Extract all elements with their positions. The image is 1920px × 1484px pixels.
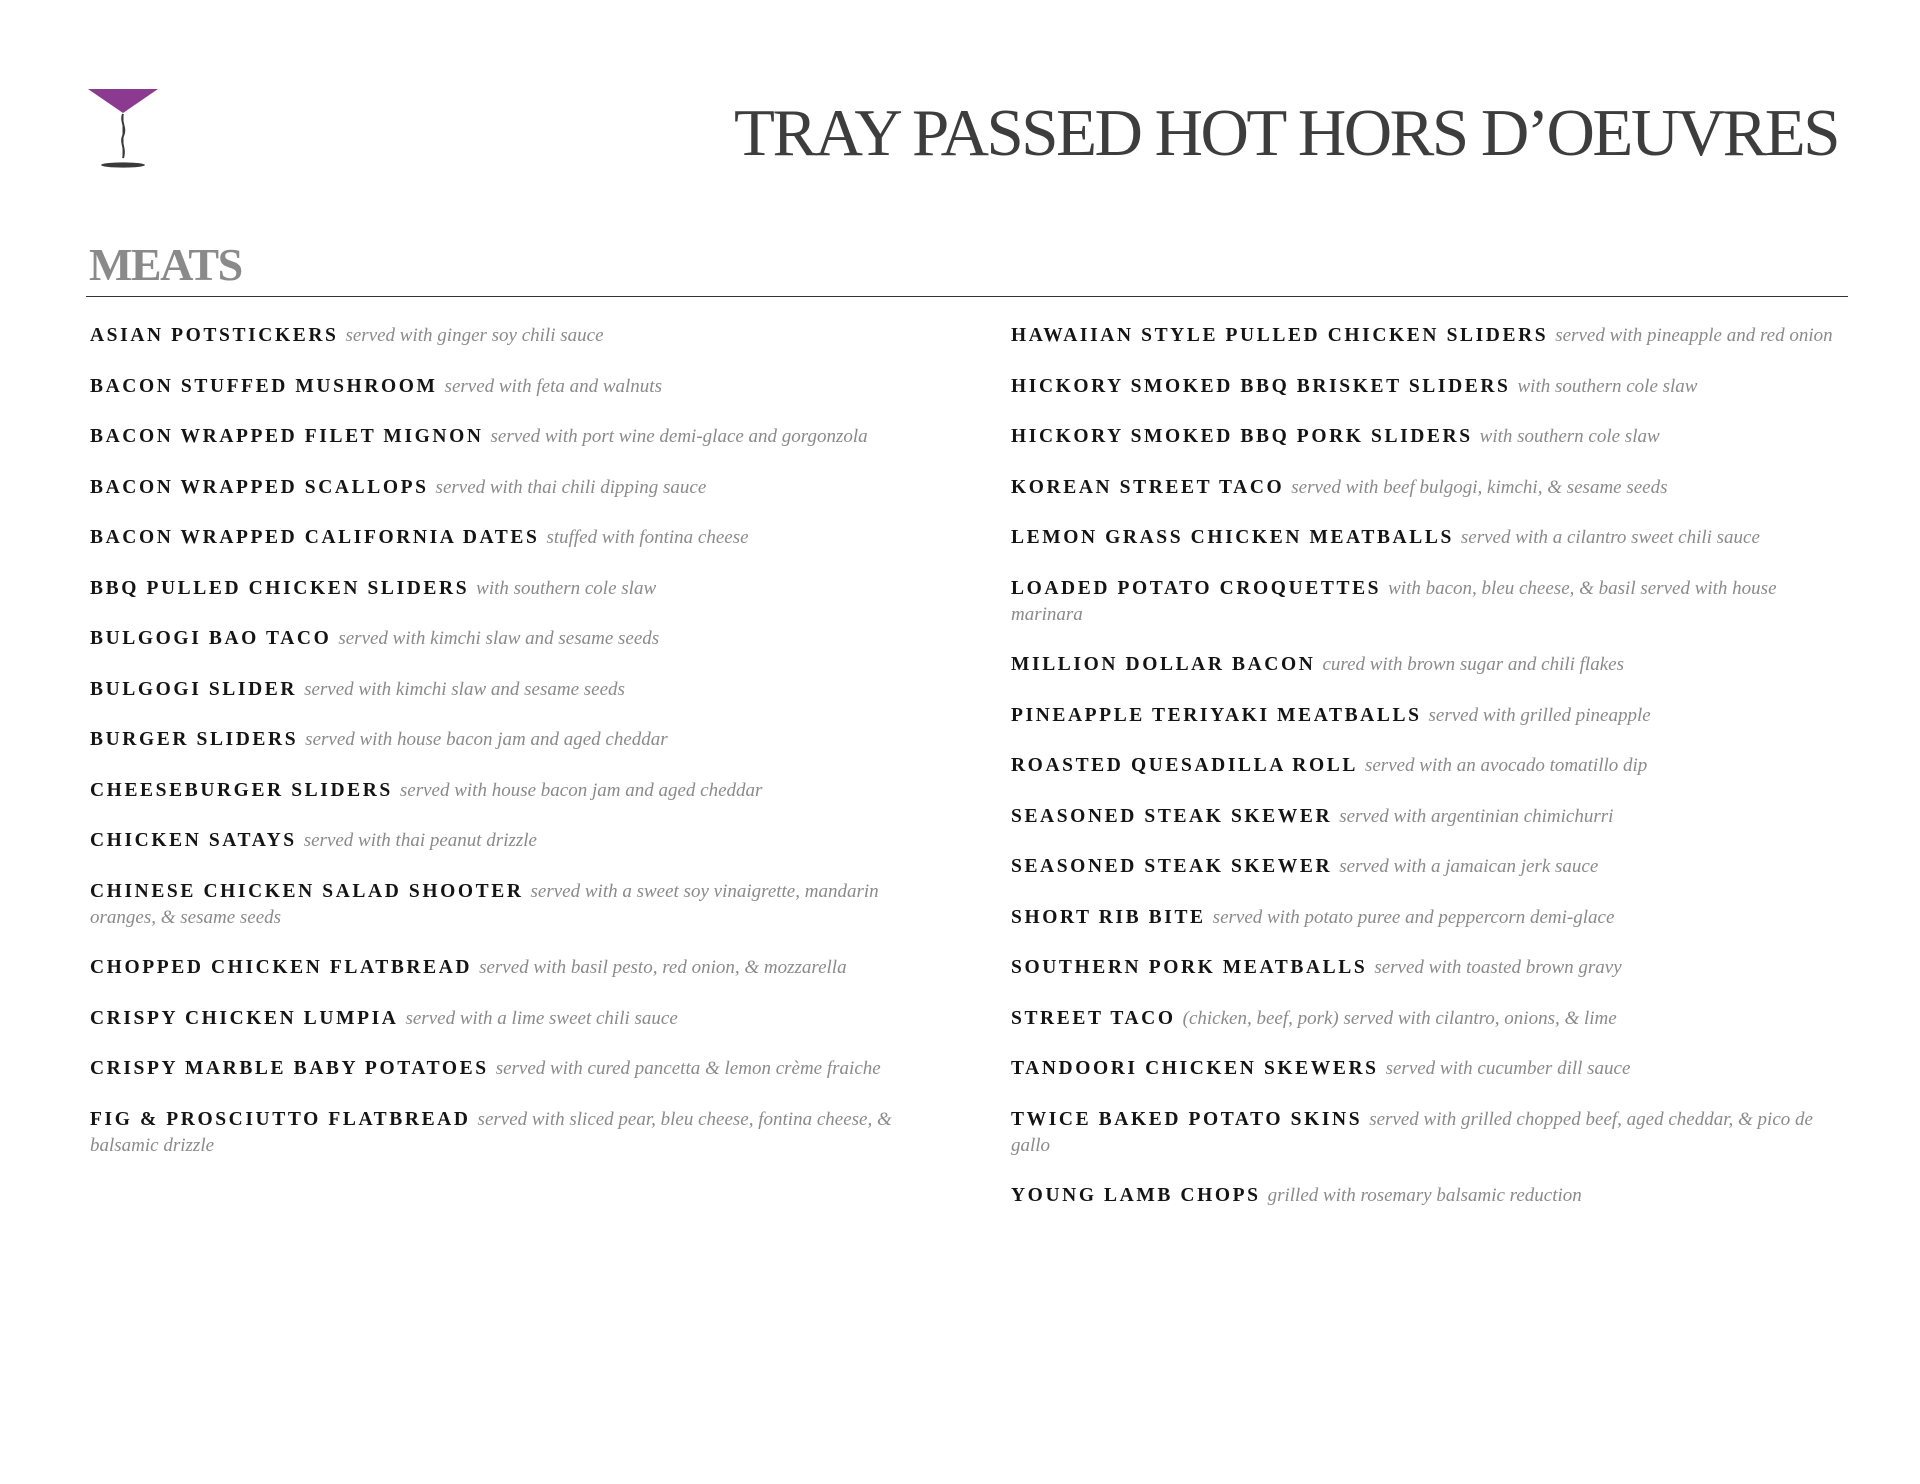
menu-item-description: with southern cole slaw (476, 577, 657, 599)
menu-item-description: with southern cole slaw (1479, 426, 1660, 447)
menu-item (90, 1006, 920, 1032)
menu-item-name: LOADED POTATO CROQUETTES (1011, 577, 1382, 599)
menu-item-name: ROASTED QUESADILLA ROLL (1011, 755, 1358, 776)
page-title: TRAY PASSED HOT HORS D’OEUVRES (734, 96, 1838, 170)
menu-item-name: HICKORY SMOKED BBQ BRISKET SLIDERS (1011, 375, 1511, 397)
menu-item-name: CHICKEN SATAYS (90, 830, 297, 851)
menu-item-description: served with basil pesto, red onion, & mozzarella (479, 957, 847, 978)
menu-item-name: SHORT RIB BITE (1011, 906, 1206, 928)
menu-item-name: HICKORY SMOKED BBQ PORK SLIDERS (1011, 426, 1473, 447)
menu-item-description: served with cucumber dill sauce (1385, 1058, 1631, 1079)
menu-item-name: BBQ PULLED CHICKEN SLIDERS (90, 577, 470, 599)
menu-item (1011, 323, 1851, 349)
menu-item-description: served with an avocado tomatillo dip (1364, 755, 1648, 776)
menu-item-name: SOUTHERN PORK MEATBALLS (1011, 957, 1368, 978)
menu-item (90, 424, 920, 450)
menu-item-name: YOUNG LAMB CHOPS (1011, 1185, 1261, 1206)
menu-item-description: served with thai chili dipping sauce (435, 476, 707, 498)
menu-item-description: served with thai peanut drizzle (303, 830, 537, 851)
menu-item-name: BACON WRAPPED CALIFORNIA DATES (90, 527, 540, 548)
menu-item-name: CHEESEBURGER SLIDERS (90, 779, 393, 801)
menu-item-name: PINEAPPLE TERIYAKI MEATBALLS (1011, 704, 1422, 726)
menu-item-name: LEMON GRASS CHICKEN MEATBALLS (1011, 527, 1454, 548)
menu-item-description: served with grilled chopped beef, aged cheddar, & pico de gallo (1011, 1108, 1813, 1156)
menu-item (1011, 955, 1851, 981)
menu-item-name: TANDOORI CHICKEN SKEWERS (1011, 1058, 1379, 1079)
menu-item-name: BULGOGI BAO TACO (90, 628, 332, 649)
menu-item (1011, 804, 1851, 830)
menu-item-description: cured with brown sugar and chili flakes (1322, 654, 1624, 675)
menu-item (90, 828, 920, 854)
menu-item-description: served with kimchi slaw and sesame seeds (304, 678, 625, 700)
menu-item-description: served with a cilantro sweet chili sauce (1460, 527, 1760, 548)
menu-item (1011, 703, 1851, 729)
menu-item-name: BACON WRAPPED FILET MIGNON (90, 426, 484, 447)
menu-item (1011, 374, 1851, 400)
menu-item (1011, 424, 1851, 450)
menu-item (90, 677, 920, 703)
menu-item (90, 323, 920, 349)
menu-item (1011, 475, 1851, 501)
menu-item (90, 1107, 920, 1159)
menu-item-name: CRISPY MARBLE BABY POTATOES (90, 1058, 489, 1079)
menu-item (1011, 854, 1851, 880)
menu-item-description: served with feta and walnuts (444, 375, 662, 397)
menu-item-name: CHINESE CHICKEN SALAD SHOOTER (90, 880, 524, 902)
menu-item (90, 475, 920, 501)
menu-column-right (1011, 323, 1851, 1234)
menu-item (1011, 905, 1851, 931)
menu-item (90, 1056, 920, 1082)
menu-item-name: BURGER SLIDERS (90, 729, 299, 750)
menu-item-description: served with a sweet soy vinaigrette, mandarin oranges, & sesame seeds (90, 880, 879, 928)
menu-item (1011, 1006, 1851, 1032)
menu-item-description: served with potato puree and peppercorn demi-glace (1212, 906, 1615, 928)
menu-item-name: CRISPY CHICKEN LUMPIA (90, 1007, 399, 1029)
menu-item-description: served with a lime sweet chili sauce (405, 1007, 678, 1029)
menu-item-description: served with kimchi slaw and sesame seeds (338, 628, 660, 649)
martini-glass-icon (86, 86, 160, 172)
menu-item-name: TWICE BAKED POTATO SKINS (1011, 1108, 1363, 1130)
menu-item-name: STREET TACO (1011, 1007, 1176, 1029)
menu-item-description: served with pineapple and red onion (1555, 325, 1833, 346)
menu-item (1011, 1056, 1851, 1082)
menu-column-left (90, 323, 920, 1183)
menu-item (90, 727, 920, 753)
menu-item (90, 778, 920, 804)
menu-item (1011, 753, 1851, 779)
menu-item-description: with bacon, bleu cheese, & basil served with house marinara (1011, 577, 1777, 625)
menu-item-description: stuffed with fontina cheese (546, 527, 749, 548)
menu-item-name: KOREAN STREET TACO (1011, 476, 1285, 498)
menu-item-description: served with toasted brown gravy (1374, 957, 1622, 978)
section-divider (86, 296, 1848, 297)
menu-item-description: served with argentinian chimichurri (1339, 805, 1614, 827)
menu-item-name: CHOPPED CHICKEN FLATBREAD (90, 957, 473, 978)
menu-item (90, 626, 920, 652)
menu-item-name: BACON STUFFED MUSHROOM (90, 375, 438, 397)
menu-item (90, 955, 920, 981)
menu-item-description: served with sliced pear, bleu cheese, fontina cheese, & balsamic drizzle (90, 1108, 892, 1156)
menu-item-name: MILLION DOLLAR BACON (1011, 654, 1316, 675)
menu-item-name: BULGOGI SLIDER (90, 678, 298, 700)
menu-item-description: served with a jamaican jerk sauce (1339, 856, 1599, 877)
menu-item (1011, 1107, 1851, 1159)
menu-item (90, 525, 920, 551)
menu-item-description: served with house bacon jam and aged cheddar (305, 729, 668, 750)
menu-item-name: SEASONED STEAK SKEWER (1011, 856, 1333, 877)
menu-item-name: FIG & PROSCIUTTO FLATBREAD (90, 1108, 471, 1130)
menu-item (1011, 1183, 1851, 1209)
menu-item-description: (chicken, beef, pork) served with cilantro, onions, & lime (1182, 1007, 1617, 1029)
menu-item (90, 576, 920, 602)
menu-item-name: ASIAN POTSTICKERS (90, 325, 339, 346)
menu-item-description: served with cured pancetta & lemon crème fraiche (495, 1058, 881, 1079)
menu-item-name: HAWAIIAN STYLE PULLED CHICKEN SLIDERS (1011, 325, 1549, 346)
menu-item-description: grilled with rosemary balsamic reduction (1267, 1185, 1582, 1206)
menu-item (90, 374, 920, 400)
menu-item-description: with southern cole slaw (1517, 375, 1698, 397)
section-title: MEATS (89, 239, 242, 290)
menu-item-description: served with grilled pineapple (1428, 704, 1651, 726)
menu-item-description: served with ginger soy chili sauce (345, 325, 604, 346)
menu-item-description: served with house bacon jam and aged cheddar (399, 779, 763, 801)
menu-item (1011, 525, 1851, 551)
menu-item-name: SEASONED STEAK SKEWER (1011, 805, 1333, 827)
menu-item (1011, 652, 1851, 678)
menu-item (90, 879, 920, 931)
menu-item-description: served with port wine demi-glace and gorgonzola (490, 426, 868, 447)
menu-item-description: served with beef bulgogi, kimchi, & sesame seeds (1291, 476, 1668, 498)
menu-item (1011, 576, 1851, 628)
menu-item-name: BACON WRAPPED SCALLOPS (90, 476, 429, 498)
